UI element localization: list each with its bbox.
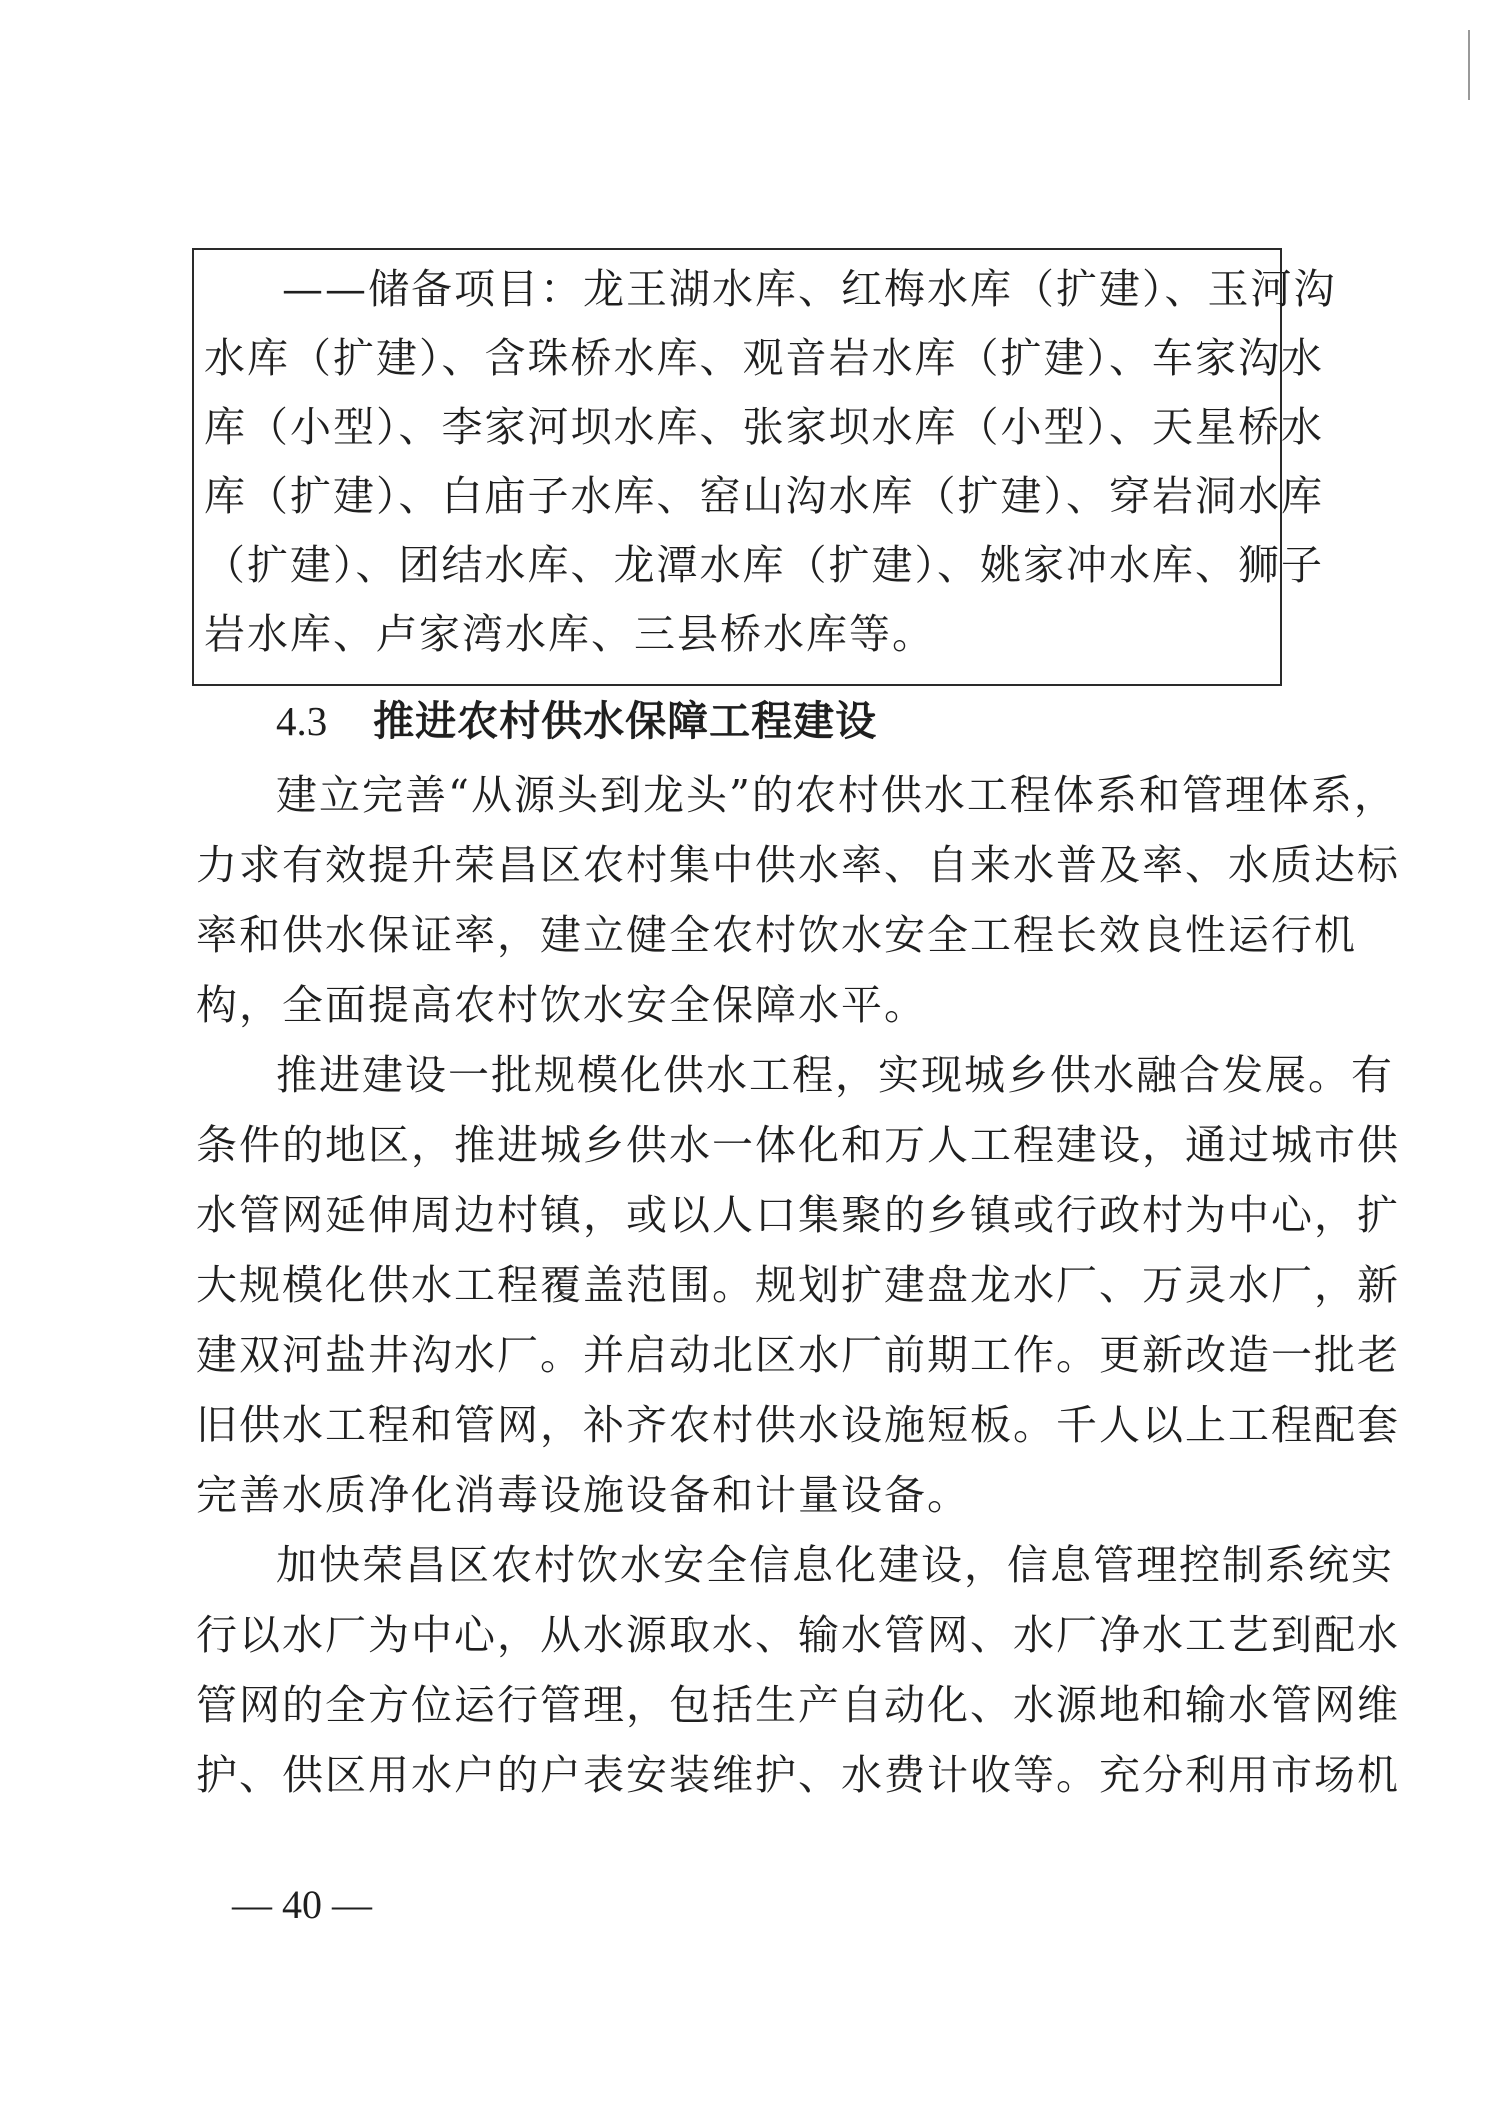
body-line-15: 护、供区用水户的户表安装维护、水费计收等。充分利用市场机 — [196, 1751, 1400, 1799]
section-number: 4.3 — [276, 698, 328, 744]
body-line-3: 率和供水保证率，建立健全农村饮水安全工程长效良性运行机 — [196, 911, 1357, 959]
body-line-10: 旧供水工程和管网，补齐农村供水设施短板。千人以上工程配套 — [196, 1401, 1400, 1449]
reserve-line-5: （扩建）、团结水库、龙潭水库（扩建）、姚家冲水库、狮子 — [204, 541, 1324, 589]
body-line-9: 建双河盐井沟水厂。并启动北区水厂前期工作。更新改造一批老 — [196, 1331, 1400, 1379]
reserve-line-3: 库（小型）、李家河坝水库、张家坝水库（小型）、天星桥水 — [204, 403, 1324, 451]
body-line-1: 建立完善“从源头到龙头”的农村供水工程体系和管理体系， — [276, 771, 1397, 819]
body-line-11: 完善水质净化消毒设施设备和计量设备。 — [196, 1471, 970, 1519]
body-line-7: 水管网延伸周边村镇，或以人口集聚的乡镇或行政村为中心，扩 — [196, 1191, 1400, 1239]
body-line-6: 条件的地区，推进城乡供水一体化和万人工程建设，通过城市供 — [196, 1121, 1400, 1169]
reserve-line-2: 水库（扩建）、含珠桥水库、观音岩水库（扩建）、车家沟水 — [204, 334, 1324, 382]
body-line-12: 加快荣昌区农村饮水安全信息化建设，信息管理控制系统实 — [276, 1541, 1394, 1589]
section-title: 推进农村供水保障工程建设 — [373, 697, 878, 745]
body-line-13: 行以水厂为中心，从水源取水、输水管网、水厂净水工艺到配水 — [196, 1611, 1400, 1659]
body-line-8: 大规模化供水工程覆盖范围。规划扩建盘龙水厂、万灵水厂，新 — [196, 1261, 1400, 1309]
body-line-14: 管网的全方位运行管理，包括生产自动化、水源地和输水管网维 — [196, 1681, 1400, 1729]
body-line-2: 力求有效提升荣昌区农村集中供水率、自来水普及率、水质达标 — [196, 841, 1400, 889]
body-line-4: 构，全面提高农村饮水安全保障水平。 — [196, 981, 927, 1029]
scan-edge-mark — [1468, 30, 1470, 100]
reserve-line-1: ——储备项目：龙王湖水库、红梅水库（扩建）、玉河沟 — [282, 265, 1337, 313]
reserve-line-6: 岩水库、卢家湾水库、三县桥水库等。 — [204, 610, 935, 658]
page-number: — 40 — — [232, 1882, 372, 1927]
body-line-5: 推进建设一批规模化供水工程，实现城乡供水融合发展。有 — [276, 1051, 1394, 1099]
reserve-line-4: 库（扩建）、白庙子水库、窑山沟水库（扩建）、穿岩洞水库 — [204, 472, 1324, 520]
section-heading — [276, 696, 877, 746]
